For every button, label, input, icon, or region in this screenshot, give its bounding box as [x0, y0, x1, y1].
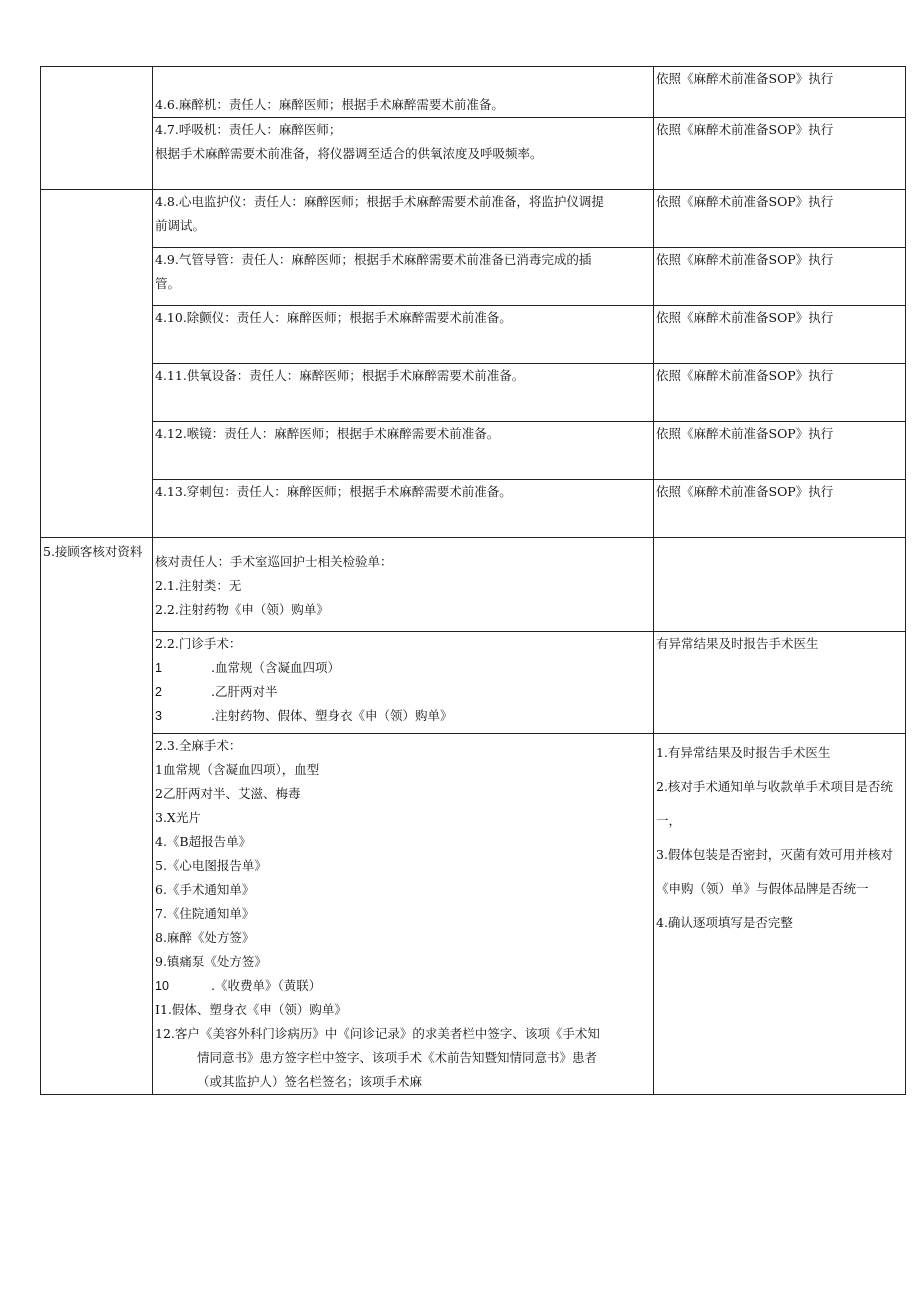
content-cell: [153, 422, 654, 480]
item-text: 4.11.供氧设备：责任人：麻醉医师；根据手术麻醉需要术前准备。: [155, 368, 525, 383]
content-cell: [153, 248, 654, 306]
item-text: 4.6.麻醉机：责任人：麻醉医师；根据手术麻醉需要术前准备。: [155, 97, 504, 112]
table-row: [41, 538, 906, 632]
note-cell: [654, 118, 906, 190]
item-text: 4.8.心电监护仪：责任人：麻醉医师；根据手术麻醉需要术前准备，将监护仪调提: [155, 194, 604, 209]
list-item: 情同意书》患方签字栏中签字、该项手术《术前告知暨知情同意书》患者: [197, 1050, 598, 1065]
item-text: 4.9.气管导管：责任人：麻醉医师；根据手术麻醉需要术前准备已消毒完成的插: [155, 252, 592, 267]
item-text: 管。: [155, 276, 181, 291]
note-cell: [654, 422, 906, 480]
note-cell: [654, 734, 906, 1095]
item-text: 2.1.注射类：无: [155, 578, 242, 593]
item-text: 4.13.穿刺包：责任人：麻醉医师；根据手术麻醉需要术前准备。: [155, 484, 512, 499]
item-text: 2.3.全麻手术：: [155, 738, 242, 753]
table-row: [41, 480, 906, 538]
item-text: 核对责任人：手术室巡回护士相关检验单：: [155, 554, 393, 569]
note-text: 依照《麻醉术前准备SOP》执行: [656, 484, 834, 499]
item-text: .血常规（含凝血四项）: [211, 660, 340, 675]
list-item: 3.X光片: [155, 810, 201, 825]
note-cell: [654, 364, 906, 422]
note-text: 依照《麻醉术前准备SOP》执行: [656, 71, 834, 86]
list-item: I1.假体、塑身衣《申（领）购单》: [155, 1002, 347, 1017]
item-text: .《收费单》（黄联）: [211, 978, 322, 993]
table-row: [41, 190, 906, 248]
note-cell: [654, 248, 906, 306]
note-text: 依照《麻醉术前准备SOP》执行: [656, 122, 834, 137]
note-text: 1.有异常结果及时报告手术医生: [656, 745, 831, 760]
list-item: [155, 974, 651, 998]
item-text: 4.10.除颤仪：责任人：麻醉医师；根据手术麻醉需要术前准备。: [155, 310, 512, 325]
list-item: 1血常规（含凝血四项），血型: [155, 762, 320, 777]
list-item: 9.镇痛泵《处方签》: [155, 954, 267, 969]
note-text: 3.假体包装是否密封，灭菌有效可用并核对《申购（领）单》与假体品牌是否统一: [656, 847, 893, 896]
note-cell: [654, 538, 906, 632]
table-row: [41, 248, 906, 306]
note-cell: [654, 306, 906, 364]
content-cell: [153, 67, 654, 118]
item-text: 4.12.喉镜：责任人：麻醉医师；根据手术麻醉需要术前准备。: [155, 426, 500, 441]
item-number: 2: [155, 685, 162, 699]
section-title: 5.接顾客核对资料: [43, 544, 143, 559]
note-text: 依照《麻醉术前准备SOP》执行: [656, 310, 834, 325]
section-cell: [41, 67, 153, 190]
content-cell: [153, 538, 654, 632]
item-number: 3: [155, 709, 162, 723]
note-text: 依照《麻醉术前准备SOP》执行: [656, 368, 834, 383]
list-item: 7.《住院通知单》: [155, 906, 255, 921]
sop-table: [40, 66, 906, 1095]
section-cell: [41, 190, 153, 538]
note-text: 4.确认逐项填写是否完整: [656, 915, 793, 930]
item-text: 根据手术麻醉需要术前准备，将仪器调至适合的供氧浓度及呼吸频率。: [155, 146, 543, 161]
note-text: 依照《麻醉术前准备SOP》执行: [656, 194, 834, 209]
content-cell: [153, 118, 654, 190]
list-item: 12.客户《美容外科门诊病历》中《问诊记录》的求美者栏中签字、该项《手术知: [155, 1026, 600, 1041]
note-text: 依照《麻醉术前准备SOP》执行: [656, 252, 834, 267]
item-text: 前调试。: [155, 218, 206, 233]
section-cell: [41, 538, 153, 1095]
content-cell: [153, 632, 654, 734]
list-item: [155, 656, 651, 680]
note-text: 2.核对手术通知单与收款单手术项目是否统一，: [656, 779, 893, 828]
item-number: 1: [155, 661, 162, 675]
item-text: 2.2.注射药物《申（领）购单》: [155, 602, 329, 617]
content-cell: [153, 190, 654, 248]
item-number: 10: [155, 979, 169, 993]
note-cell: [654, 480, 906, 538]
note-text: 有异常结果及时报告手术医生: [656, 636, 819, 651]
list-item: （或其监护人）签名栏签名；该项手术麻: [197, 1074, 423, 1089]
table-row: [41, 306, 906, 364]
note-cell: [654, 67, 906, 118]
table-row: [41, 118, 906, 190]
list-item: 5.《心电图报告单》: [155, 858, 267, 873]
table-row: [41, 734, 906, 1095]
list-item: 4.《B超报告单》: [155, 834, 252, 849]
list-item: [155, 680, 651, 704]
content-cell: [153, 364, 654, 422]
note-cell: [654, 632, 906, 734]
table-row: [41, 422, 906, 480]
list-item: [155, 704, 651, 728]
list-item: 2乙肝两对半、艾滋、梅毒: [155, 786, 301, 801]
table-row: [41, 364, 906, 422]
note-cell: [654, 190, 906, 248]
item-text: .注射药物、假体、塑身衣《申（领）购单》: [211, 708, 453, 723]
item-text: 4.7.呼吸机：责任人：麻醉医师；: [155, 122, 342, 137]
table-row: [41, 632, 906, 734]
item-text: 2.2.门诊手术：: [155, 636, 242, 651]
note-text: 依照《麻醉术前准备SOP》执行: [656, 426, 834, 441]
content-cell: [153, 480, 654, 538]
list-item: 8.麻醉《处方签》: [155, 930, 255, 945]
item-text: .乙肝两对半: [211, 684, 278, 699]
list-item: 6.《手术通知单》: [155, 882, 255, 897]
content-cell: [153, 734, 654, 1095]
table-row: [41, 67, 906, 118]
content-cell: [153, 306, 654, 364]
